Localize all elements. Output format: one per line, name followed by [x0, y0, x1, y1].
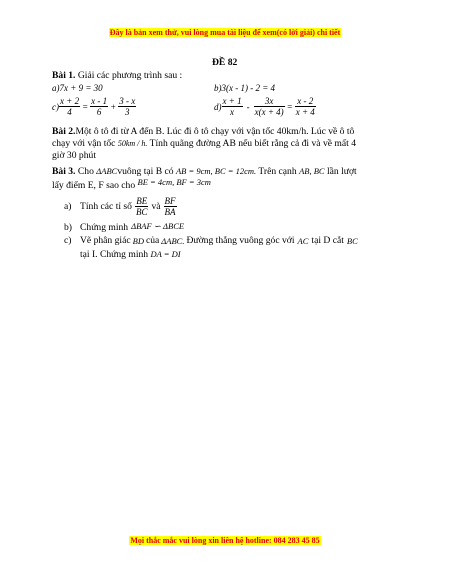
- bai1-heading: [52, 70, 182, 82]
- bai1-text: Giải các phương trình sau :: [77, 70, 183, 81]
- bai3-a-frac1: $\frac{BE}{BC}$: [135, 196, 148, 217]
- bai1-d-frac2: $\frac{3x}{x(x + 4)}$: [254, 96, 284, 117]
- bai1-c-frac1: $\frac{x + 2}{4}$: [60, 96, 80, 117]
- bai1-label: Bài 1.: [52, 70, 76, 81]
- bai2-speed: 50km / h.: [117, 139, 148, 148]
- bai2-line2: chạy với vận tốc 50km / h. Tính quãng đường AB nếu biết rằng cả đi và về mất 4: [52, 138, 356, 149]
- bai2-line1: Bài 2.Một ô tô đi từ A đến B. Lúc đi ô tô chạy với vận tốc 40km/h. Lúc về ô tô: [52, 126, 355, 137]
- bai3-item-c: c) Vẽ phân giác BD của ΔABC. Đường thẳng vuông góc với AC tại D cắt BC: [64, 235, 358, 246]
- bai3-triangle: ΔABC: [96, 166, 118, 176]
- bai1-d-prefix: d): [214, 101, 222, 112]
- bai1-c-frac3: $\frac{3 - x}{3}$: [119, 96, 136, 117]
- bai1-c-prefix: c): [52, 101, 59, 112]
- bai1-a: a)7x + 9 = 30: [52, 83, 103, 93]
- bai1-c: c) $\frac{x + 2}{4}$ = $\frac{x - 1}{6}$ + $\frac{3 - x}{3}$: [52, 96, 136, 117]
- bai1-c-frac2: $\frac{x - 1}{6}$: [91, 96, 108, 117]
- bai1-d: d) $\frac{x + 1}{x}$ - $\frac{3x}{x(x + 4)}$ = $\frac{x - 2}{x + 4}$: [214, 96, 315, 117]
- bai3-item-c-line2: tại I. Chứng minh DA = DI: [80, 249, 181, 260]
- bai3-item-b: b) Chứng minh ΔBAF ∽ ΔBCE: [64, 221, 185, 233]
- bai1-b: b)3(x - 1) - 2 = 4: [214, 83, 276, 93]
- bai3-conclusion: DA = DI: [150, 249, 181, 259]
- bai3-a-frac2: $\frac{BF}{BA}$: [164, 196, 176, 217]
- bai2-label: Bài 2.: [52, 126, 76, 137]
- footer-banner: Mọi thắc mắc vui lòng xin liên hệ hotline: 084 283 45 85: [130, 536, 320, 545]
- bai3-label: Bài 3.: [52, 166, 76, 177]
- bai3-lengths: BE = 4cm, BF = 3cm: [137, 177, 211, 187]
- bai3-line1: Bài 3. Cho ΔABCvuông tại B có AB = 9cm, BC = 12cm. Trên cạnh AB, BC lần lượt: [52, 166, 357, 177]
- bai3-item-a: a) Tính các tỉ số $\frac{BE}{BC}$ và $\frac{BF}{BA}$: [64, 196, 176, 217]
- bai3-line2: lấy điểm E, F sao cho BE = 4cm, BF = 3cm: [52, 177, 211, 191]
- bai1-d-frac1: $\frac{x + 1}{x}$: [222, 96, 242, 117]
- page-title: ĐỀ 82: [212, 57, 238, 68]
- bai3-given: AB = 9cm, BC = 12cm.: [175, 166, 257, 176]
- bai2-line3: giờ 30 phút: [52, 150, 96, 161]
- bai3-similarity: ΔBAF ∽ ΔBCE: [131, 221, 185, 231]
- bai1-d-frac3: $\frac{x - 2}{x + 4}$: [295, 96, 315, 117]
- header-banner: Đây là bản xem thử, vui lòng mua tài liệu để xem(có lời giải) chi tiết: [109, 28, 341, 37]
